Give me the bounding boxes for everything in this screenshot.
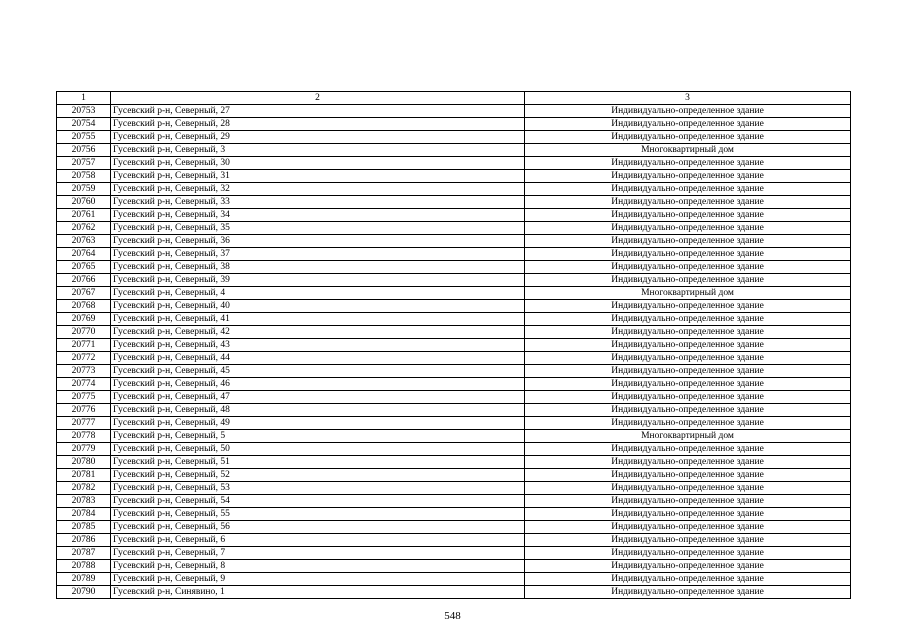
row-address: Гусевский р-н, Северный, 39	[111, 274, 525, 287]
table-row	[57, 105, 851, 118]
header-col-3: 3	[525, 92, 851, 105]
table-row	[57, 170, 851, 183]
row-address: Гусевский р-н, Северный, 41	[111, 313, 525, 326]
table-row	[57, 495, 851, 508]
row-address: Гусевский р-н, Северный, 53	[111, 482, 525, 495]
row-number: 20778	[57, 430, 111, 443]
row-number: 20764	[57, 248, 111, 261]
table-row	[57, 352, 851, 365]
table-row	[57, 274, 851, 287]
row-number: 20787	[57, 547, 111, 560]
row-address: Гусевский р-н, Северный, 54	[111, 495, 525, 508]
row-object-type: Индивидуально-определенное здание	[525, 326, 851, 339]
table-row	[57, 144, 851, 157]
table-row	[57, 547, 851, 560]
row-object-type: Индивидуально-определенное здание	[525, 495, 851, 508]
table-row	[57, 196, 851, 209]
row-number: 20775	[57, 391, 111, 404]
row-number: 20753	[57, 105, 111, 118]
row-object-type: Индивидуально-определенное здание	[525, 157, 851, 170]
row-address: Гусевский р-н, Северный, 37	[111, 248, 525, 261]
row-object-type: Индивидуально-определенное здание	[525, 482, 851, 495]
row-object-type: Индивидуально-определенное здание	[525, 183, 851, 196]
row-address: Гусевский р-н, Северный, 3	[111, 144, 525, 157]
row-object-type: Индивидуально-определенное здание	[525, 196, 851, 209]
row-number: 20776	[57, 404, 111, 417]
table-row	[57, 248, 851, 261]
row-number: 20757	[57, 157, 111, 170]
row-address: Гусевский р-н, Северный, 7	[111, 547, 525, 560]
row-address: Гусевский р-н, Северный, 56	[111, 521, 525, 534]
table-row	[57, 131, 851, 144]
row-object-type: Индивидуально-определенное здание	[525, 300, 851, 313]
table-row	[57, 534, 851, 547]
row-number: 20781	[57, 469, 111, 482]
row-address: Гусевский р-н, Северный, 52	[111, 469, 525, 482]
row-address: Гусевский р-н, Северный, 8	[111, 560, 525, 573]
table-row	[57, 521, 851, 534]
row-object-type: Индивидуально-определенное здание	[525, 118, 851, 131]
table-row	[57, 313, 851, 326]
table-row	[57, 573, 851, 586]
row-number: 20765	[57, 261, 111, 274]
row-number: 20772	[57, 352, 111, 365]
row-number: 20782	[57, 482, 111, 495]
row-number: 20789	[57, 573, 111, 586]
row-object-type: Индивидуально-определенное здание	[525, 235, 851, 248]
row-address: Гусевский р-н, Северный, 29	[111, 131, 525, 144]
row-object-type: Индивидуально-определенное здание	[525, 391, 851, 404]
row-object-type: Индивидуально-определенное здание	[525, 560, 851, 573]
table-row	[57, 508, 851, 521]
row-object-type: Индивидуально-определенное здание	[525, 573, 851, 586]
table-row	[57, 222, 851, 235]
row-number: 20758	[57, 170, 111, 183]
table-row	[57, 235, 851, 248]
row-address: Гусевский р-н, Северный, 5	[111, 430, 525, 443]
row-number: 20760	[57, 196, 111, 209]
table-row	[57, 300, 851, 313]
row-object-type: Индивидуально-определенное здание	[525, 261, 851, 274]
row-object-type: Индивидуально-определенное здание	[525, 586, 851, 599]
row-object-type: Индивидуально-определенное здание	[525, 469, 851, 482]
row-number: 20759	[57, 183, 111, 196]
row-number: 20756	[57, 144, 111, 157]
table-row	[57, 287, 851, 300]
row-address: Гусевский р-н, Северный, 48	[111, 404, 525, 417]
row-address: Гусевский р-н, Северный, 45	[111, 365, 525, 378]
row-address: Гусевский р-н, Северный, 55	[111, 508, 525, 521]
row-address: Гусевский р-н, Северный, 43	[111, 339, 525, 352]
table-row	[57, 417, 851, 430]
row-object-type: Индивидуально-определенное здание	[525, 105, 851, 118]
row-number: 20770	[57, 326, 111, 339]
row-object-type: Индивидуально-определенное здание	[525, 222, 851, 235]
row-number: 20779	[57, 443, 111, 456]
table-row	[57, 326, 851, 339]
row-object-type: Индивидуально-определенное здание	[525, 521, 851, 534]
table-row	[57, 586, 851, 599]
row-address: Гусевский р-н, Северный, 50	[111, 443, 525, 456]
row-address: Гусевский р-н, Северный, 35	[111, 222, 525, 235]
table-row	[57, 443, 851, 456]
row-object-type: Индивидуально-определенное здание	[525, 131, 851, 144]
row-number: 20761	[57, 209, 111, 222]
row-number: 20763	[57, 235, 111, 248]
row-number: 20762	[57, 222, 111, 235]
row-address: Гусевский р-н, Северный, 51	[111, 456, 525, 469]
row-number: 20774	[57, 378, 111, 391]
row-number: 20754	[57, 118, 111, 131]
row-address: Гусевский р-н, Синявино, 1	[111, 586, 525, 599]
table-row	[57, 560, 851, 573]
row-address: Гусевский р-н, Северный, 40	[111, 300, 525, 313]
table-row	[57, 482, 851, 495]
row-number: 20783	[57, 495, 111, 508]
row-address: Гусевский р-н, Северный, 31	[111, 170, 525, 183]
table-row	[57, 183, 851, 196]
row-address: Гусевский р-н, Северный, 49	[111, 417, 525, 430]
row-address: Гусевский р-н, Северный, 4	[111, 287, 525, 300]
row-object-type: Индивидуально-определенное здание	[525, 365, 851, 378]
row-object-type: Индивидуально-определенное здание	[525, 404, 851, 417]
row-object-type: Многоквартирный дом	[525, 430, 851, 443]
table-row	[57, 430, 851, 443]
row-number: 20773	[57, 365, 111, 378]
row-address: Гусевский р-н, Северный, 34	[111, 209, 525, 222]
row-address: Гусевский р-н, Северный, 42	[111, 326, 525, 339]
table-row	[57, 456, 851, 469]
row-number: 20790	[57, 586, 111, 599]
row-object-type: Индивидуально-определенное здание	[525, 456, 851, 469]
row-address: Гусевский р-н, Северный, 32	[111, 183, 525, 196]
row-number: 20785	[57, 521, 111, 534]
table-row	[57, 118, 851, 131]
page-number: 548	[444, 610, 461, 622]
row-object-type: Индивидуально-определенное здание	[525, 248, 851, 261]
row-address: Гусевский р-н, Северный, 38	[111, 261, 525, 274]
row-address: Гусевский р-н, Северный, 27	[111, 105, 525, 118]
row-number: 20777	[57, 417, 111, 430]
row-number: 20786	[57, 534, 111, 547]
row-number: 20755	[57, 131, 111, 144]
registry-table-body	[57, 92, 851, 599]
table-row	[57, 339, 851, 352]
row-address: Гусевский р-н, Северный, 46	[111, 378, 525, 391]
row-number: 20771	[57, 339, 111, 352]
row-address: Гусевский р-н, Северный, 30	[111, 157, 525, 170]
table-row	[57, 209, 851, 222]
row-number: 20788	[57, 560, 111, 573]
row-number: 20768	[57, 300, 111, 313]
table-row	[57, 469, 851, 482]
row-object-type: Индивидуально-определенное здание	[525, 274, 851, 287]
row-object-type: Многоквартирный дом	[525, 287, 851, 300]
row-address: Гусевский р-н, Северный, 6	[111, 534, 525, 547]
header-col-1: 1	[57, 92, 111, 105]
row-object-type: Индивидуально-определенное здание	[525, 170, 851, 183]
table-row	[57, 378, 851, 391]
row-address: Гусевский р-н, Северный, 44	[111, 352, 525, 365]
row-object-type: Индивидуально-определенное здание	[525, 378, 851, 391]
row-object-type: Индивидуально-определенное здание	[525, 313, 851, 326]
registry-table	[56, 91, 851, 599]
row-object-type: Индивидуально-определенное здание	[525, 417, 851, 430]
row-object-type: Индивидуально-определенное здание	[525, 534, 851, 547]
row-object-type: Индивидуально-определенное здание	[525, 209, 851, 222]
header-col-2: 2	[111, 92, 525, 105]
row-address: Гусевский р-н, Северный, 36	[111, 235, 525, 248]
row-object-type: Индивидуально-определенное здание	[525, 352, 851, 365]
row-object-type: Индивидуально-определенное здание	[525, 508, 851, 521]
row-object-type: Индивидуально-определенное здание	[525, 443, 851, 456]
row-address: Гусевский р-н, Северный, 9	[111, 573, 525, 586]
row-object-type: Индивидуально-определенное здание	[525, 547, 851, 560]
table-row	[57, 365, 851, 378]
row-number: 20780	[57, 456, 111, 469]
row-number: 20769	[57, 313, 111, 326]
table-row	[57, 261, 851, 274]
table-row	[57, 404, 851, 417]
row-address: Гусевский р-н, Северный, 28	[111, 118, 525, 131]
row-object-type: Многоквартирный дом	[525, 144, 851, 157]
table-row	[57, 157, 851, 170]
row-number: 20766	[57, 274, 111, 287]
row-object-type: Индивидуально-определенное здание	[525, 339, 851, 352]
row-number: 20767	[57, 287, 111, 300]
row-address: Гусевский р-н, Северный, 33	[111, 196, 525, 209]
row-number: 20784	[57, 508, 111, 521]
row-address: Гусевский р-н, Северный, 47	[111, 391, 525, 404]
table-header-row	[57, 92, 851, 105]
table-row	[57, 391, 851, 404]
